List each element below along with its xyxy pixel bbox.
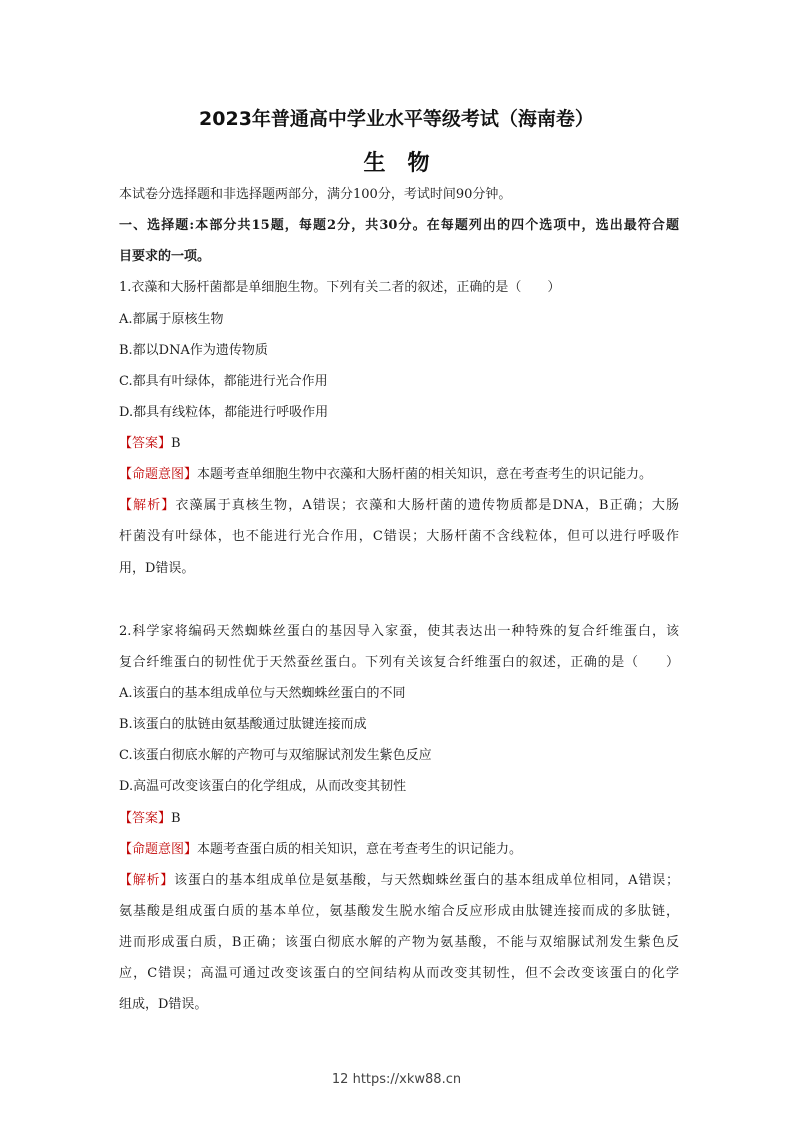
question-1-answer — [119, 435, 679, 453]
question-2-option-d: D.高温可改变该蛋白的化学组成，从而改变其韧性 — [119, 779, 407, 794]
analysis-text: 该蛋白的基本组成单位是氨基酸，与天然蜘蛛丝蛋白的基本组成单位相同，A错误； — [174, 873, 679, 888]
question-2-analysis-line-2: 氨基酸是组成蛋白质的基本单位，氨基酸发生脱水缩合反应形成由肽键连接而成的多肽链， — [119, 904, 679, 919]
page-title: 2023年普通高中学业水平等级考试（海南卷） — [199, 108, 594, 130]
question-1-option-a: A.都属于原核生物 — [119, 312, 224, 327]
question-2-analysis-line-4: 应，C错误；高温可通过改变该蛋白的空间结构从而改变其韧性，但不会改变该蛋白的化学 — [119, 966, 679, 981]
question-1-intent — [119, 466, 679, 484]
intent-tag: 【命题意图】 — [119, 842, 198, 857]
question-2-analysis-line-3: 进而形成蛋白质，B正确；该蛋白彻底水解的产物为氨基酸，不能与双缩脲试剂发生紫色反 — [119, 935, 679, 950]
question-2-option-c: C.该蛋白彻底水解的产物可与双缩脲试剂发生紫色反应 — [119, 748, 432, 763]
section-heading-line-2: 目要求的一项。 — [119, 249, 211, 264]
question-1-analysis-line-3: 用，D错误。 — [119, 561, 195, 576]
intent-tag: 【命题意图】 — [119, 467, 198, 482]
analysis-tag: 【解析】 — [119, 498, 176, 513]
subject-title: 生物 — [363, 151, 452, 176]
analysis-tag: 【解析】 — [119, 873, 175, 888]
question-2-stem-line-1: 2.科学家将编码天然蜘蛛丝蛋白的基因导入家蚕，使其表达出一种特殊的复合纤维蛋白，该 — [119, 624, 679, 639]
question-2-intent — [119, 841, 679, 859]
answer-value: B — [171, 811, 181, 826]
question-2-option-a: A.该蛋白的基本组成单位与天然蜘蛛丝蛋白的不同 — [119, 686, 406, 701]
question-2-answer — [119, 810, 679, 828]
section-heading-line-1: 一、选择题:本部分共15题，每题2分，共30分。在每题列出的四个选项中，选出最符合题 — [119, 218, 679, 233]
question-1-option-b: B.都以DNA作为遗传物质 — [119, 343, 268, 358]
answer-tag: 【答案】 — [119, 811, 172, 826]
exam-intro: 本试卷分选择题和非选择题两部分，满分100分，考试时间90分钟。 — [119, 187, 512, 202]
question-1-option-c: C.都具有叶绿体，都能进行光合作用 — [119, 374, 328, 389]
question-1-option-d: D.都具有线粒体，都能进行呼吸作用 — [119, 405, 329, 420]
intent-text: 本题考查单细胞生物中衣藻和大肠杆菌的相关知识，意在考查考生的识记能力。 — [197, 467, 653, 482]
page-footer: 12 https://xkw88.cn — [331, 1072, 462, 1087]
question-2-analysis-line-1 — [119, 872, 679, 890]
question-2-stem-line-2: 复合纤维蛋白的韧性优于天然蚕丝蛋白。下列有关该复合纤维蛋白的叙述，正确的是（ ） — [119, 655, 679, 670]
question-1-analysis-line-1 — [119, 497, 679, 515]
question-2-option-b: B.该蛋白的肽链由氨基酸通过肽键连接而成 — [119, 717, 367, 732]
question-1-stem: 1.衣藻和大肠杆菌都是单细胞生物。下列有关二者的叙述，正确的是（ ） — [119, 280, 561, 295]
analysis-text: 衣藻属于真核生物，A错误；衣藻和大肠杆菌的遗传物质都是DNA，B正确；大肠 — [175, 498, 679, 513]
question-1-analysis-line-2: 杆菌没有叶绿体，也不能进行光合作用，C错误；大肠杆菌不含线粒体，但可以进行呼吸作 — [119, 529, 679, 544]
intent-text: 本题考查蛋白质的相关知识，意在考查考生的识记能力。 — [197, 842, 523, 857]
answer-tag: 【答案】 — [119, 436, 172, 451]
question-2-analysis-line-5: 组成，D错误。 — [119, 997, 208, 1012]
answer-value: B — [171, 436, 181, 451]
